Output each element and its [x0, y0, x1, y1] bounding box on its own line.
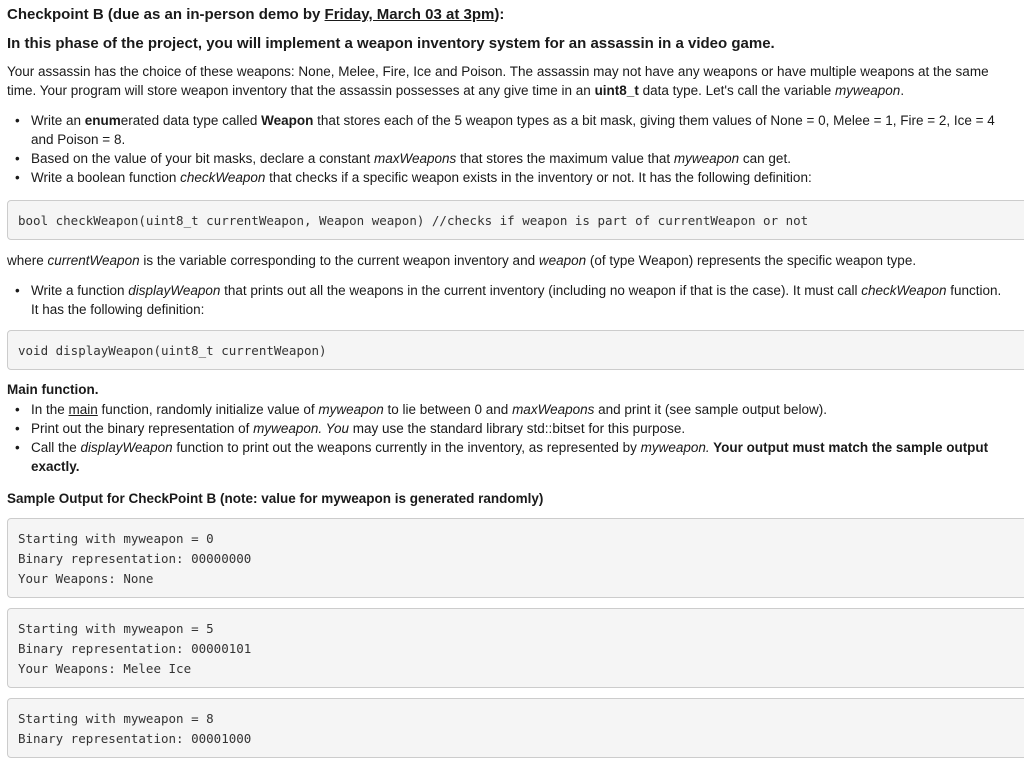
b1-weapon: Weapon — [261, 113, 314, 128]
m2-b: may use the standard library std::bitset for this purpose. — [348, 421, 686, 436]
where-a: where — [7, 253, 48, 268]
d-a: Write a function — [31, 283, 129, 298]
title-suffix: ): — [494, 6, 505, 23]
output-line: Starting with myweapon = 0 — [18, 531, 214, 546]
b1-enum: enum — [84, 113, 121, 128]
sample-heading-text: Sample Output for CheckPoint B (note: value for myweapon is generated randomly) — [7, 491, 544, 506]
b2-c: can get. — [739, 151, 791, 166]
b1-c: that stores each of the 5 weapon types as a bit mask, giving them values of None = 0, Melee = 1, Fire = 2, Ice = 4 — [313, 113, 995, 128]
output-line: Binary representation: 00000000 — [18, 551, 252, 566]
list-item-max — [7, 149, 1024, 168]
where-b: is the variable corresponding to the current weapon inventory and — [139, 253, 539, 268]
requirements-list-1 — [7, 111, 1024, 187]
phase-subtitle: In this phase of the project, you will implement a weapon inventory system for an assassin in a video game. — [7, 35, 775, 52]
code-line: bool checkWeapon(uint8_t currentWeapon, Weapon weapon) //checks if weapon is part of currentWeapon or not — [18, 213, 809, 228]
intro-text-b: data type. Let's call the variable — [638, 83, 836, 98]
due-date: Friday, March 03 at 3pm — [324, 6, 495, 23]
checkpoint-title — [7, 5, 504, 24]
output-line: Binary representation: 00001000 — [18, 731, 252, 746]
where-cw: currentWeapon — [47, 253, 140, 268]
d-fn: displayWeapon — [128, 283, 221, 298]
d-c: function. — [946, 283, 1002, 298]
b1-b: erated data type called — [120, 113, 262, 128]
output-line: Your Weapons: None — [18, 571, 154, 586]
m3-var: myweapon. — [640, 440, 710, 455]
m1-d: and print it (see sample output below). — [594, 402, 827, 417]
output-line: Your Weapons: Melee Ice — [18, 661, 192, 676]
intro-text-c: . — [900, 83, 905, 98]
m1-var: myweapon — [318, 402, 384, 417]
code-block-displayweapon — [7, 330, 1024, 370]
sample-output-2 — [7, 608, 1024, 688]
b3-a: Write a boolean function — [31, 170, 181, 185]
m2-a: Print out the binary representation of — [31, 421, 254, 436]
list-item-enum — [7, 111, 1024, 149]
main-heading — [7, 380, 1019, 399]
main-heading-text: Main function. — [7, 382, 99, 397]
code-block-checkweapon — [7, 200, 1024, 240]
main-item-3 — [7, 438, 1024, 476]
d-line2: It has the following definition: — [31, 302, 205, 317]
m3-b: function to print out the weapons currently in the inventory, as represented by — [172, 440, 641, 455]
where-c: (of type Weapon) represents the specific weapon type. — [586, 253, 917, 268]
list-item-check — [7, 168, 1024, 187]
main-item-2 — [7, 419, 1024, 438]
intro-var: myweapon — [835, 83, 901, 98]
b3-fn: checkWeapon — [180, 170, 266, 185]
requirements-list-2 — [7, 281, 1024, 319]
main-item-1 — [7, 400, 1024, 419]
intro-line-2 — [7, 81, 1019, 100]
output-line: Starting with myweapon = 5 — [18, 621, 214, 636]
code-line: void displayWeapon(uint8_t currentWeapon) — [18, 343, 327, 358]
m2-var: myweapon. You — [253, 421, 349, 436]
intro-line-1: Your assassin has the choice of these weapons: None, Melee, Fire, Ice and Poison. The assassin may not have any weapons or have multiple weapons at the same — [7, 64, 989, 79]
b2-var: myweapon — [673, 151, 740, 166]
m1-max: maxWeapons — [512, 402, 595, 417]
list-item-display — [7, 281, 1024, 319]
b2-max: maxWeapons — [373, 151, 457, 166]
m1-c: to lie between 0 and — [383, 402, 513, 417]
m1-a: In the — [31, 402, 69, 417]
b1-line2: and Poison = 8. — [31, 132, 126, 147]
where-line — [7, 251, 1019, 270]
b1-a: Write an — [31, 113, 85, 128]
title-prefix: Checkpoint B (due as an in-person demo by — [7, 6, 325, 23]
m1-b: function, randomly initialize value of — [97, 402, 319, 417]
sample-heading — [7, 489, 1019, 508]
d-b: that prints out all the weapons in the current inventory (including no weapon if that is the case). It must call — [220, 283, 862, 298]
m3-a: Call the — [31, 440, 81, 455]
d-fn2: checkWeapon — [861, 283, 947, 298]
b2-b: that stores the maximum value that — [456, 151, 674, 166]
m3-fn: displayWeapon — [80, 440, 173, 455]
intro-text-a: time. Your program will store weapon inventory that the assassin possesses at any give time in an — [7, 83, 595, 98]
m3-bold2: exactly. — [31, 459, 80, 474]
output-line: Binary representation: 00000101 — [18, 641, 252, 656]
b2-a: Based on the value of your bit masks, declare a constant — [31, 151, 374, 166]
b3-b: that checks if a specific weapon exists in the inventory or not. It has the following definition: — [265, 170, 812, 185]
m3-bold: Your output must match the sample output — [709, 440, 989, 455]
m1-main: main — [68, 402, 98, 417]
sample-output-1 — [7, 518, 1024, 598]
sample-output-3 — [7, 698, 1024, 758]
where-w: weapon — [538, 253, 587, 268]
main-list — [7, 400, 1024, 476]
output-line: Starting with myweapon = 8 — [18, 711, 214, 726]
intro-type: uint8_t — [594, 83, 639, 98]
